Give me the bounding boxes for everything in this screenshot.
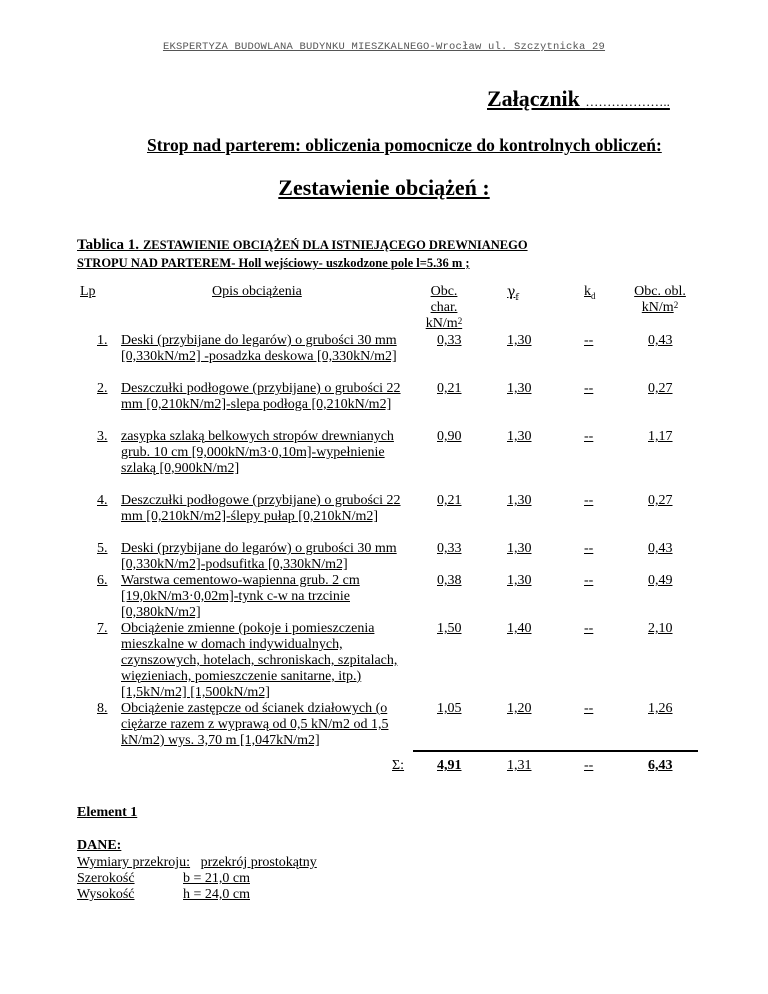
table-title [77, 236, 528, 254]
width-value: b = 21,0 cm [183, 871, 250, 886]
row-kd: -- [584, 381, 594, 396]
height-value: h = 24,0 cm [183, 887, 250, 902]
row-obl: 0,43 [648, 333, 673, 348]
row-char: 0,38 [437, 573, 462, 588]
cross-section-line [77, 855, 317, 871]
attachment-label: Załącznik [487, 86, 580, 111]
height-label: Wysokość [77, 887, 135, 902]
col-header-char-2: char. [430, 300, 458, 315]
row-description-text: Deski (przybijane do legarów) o grubości 30 mm [0,330kN/m2] -posadzka deskowa [0,330kN/m2] [121, 333, 397, 364]
col-header-char-3 [426, 316, 462, 331]
row-char: 1,05 [437, 701, 462, 716]
row-gf: 1,30 [507, 573, 532, 588]
row-description [121, 429, 416, 477]
col-header-char [414, 284, 474, 332]
sum-divider [413, 750, 698, 752]
sum-label: Σ: [392, 758, 405, 773]
row-lp: 2. [97, 381, 108, 396]
row-obl: 1,17 [648, 429, 673, 444]
row-gf: 1,30 [507, 429, 532, 444]
row-char: 0,21 [437, 381, 462, 396]
row-lp: 3. [97, 429, 108, 444]
height-line [77, 887, 250, 903]
row-obl: 0,27 [648, 493, 673, 508]
row-description [121, 493, 416, 525]
gamma-sub: f [515, 292, 519, 303]
data-title: DANE: [77, 838, 122, 853]
row-description [121, 621, 416, 701]
cross-section-value: przekrój prostokątny [200, 855, 317, 870]
row-obl: 1,26 [648, 701, 673, 716]
row-description-text: Deszczułki podłogowe (przybijane) o grubości 22 mm [0,210kN/m2]-slepa podłoga [0,210kN/m2] [121, 381, 401, 412]
row-description [121, 573, 416, 621]
page-header: EKSPERTYZA BUDOWLANA BUDYNKU MIESZKALNEGO-Wrocław ul. Szczytnicka 29 [162, 41, 606, 53]
row-kd: -- [584, 573, 594, 588]
col-header-description: Opis obciążenia [212, 284, 302, 299]
attachment-dots: ……………….. [585, 94, 670, 109]
row-gf: 1,20 [507, 701, 532, 716]
attachment-title [487, 86, 670, 112]
row-gf: 1,30 [507, 333, 532, 348]
width-line [77, 871, 250, 887]
width-label: Szerokość [77, 871, 135, 886]
row-lp: 7. [97, 621, 108, 636]
table-title-caption: ZESTAWIENIE OBCIĄŻEŃ DLA ISTNIEJĄCEGO DREWNIANEGO [142, 238, 528, 252]
sum-char: 4,91 [437, 758, 462, 773]
col-header-char-1: Obc. [430, 284, 458, 299]
row-obl: 0,43 [648, 541, 673, 556]
col-header-lp: Lp [80, 284, 96, 299]
row-obl: 2,10 [648, 621, 673, 636]
row-description-text: Deski (przybijane do legarów) o grubości 30 mm [0,330kN/m2]-podsufitka [0,330kN/m2] [121, 541, 397, 572]
row-char: 0,33 [437, 333, 462, 348]
loads-heading: Zestawienie obciążeń : [278, 175, 490, 200]
row-char: 0,90 [437, 429, 462, 444]
row-kd: -- [584, 493, 594, 508]
col-header-gamma-f [507, 284, 519, 303]
row-description [121, 381, 416, 413]
cross-section-label: Wymiary przekroju: [77, 855, 191, 870]
row-kd: -- [584, 333, 594, 348]
row-lp: 4. [97, 493, 108, 508]
row-kd: -- [584, 429, 594, 444]
sum-obl: 6,43 [648, 758, 673, 773]
row-description-text: Obciążenie zmienne (pokoje i pomieszczenia mieszkalne w domach indywidualnych, czynszowych, hotelach, schroniskach, szpitalach, więzieniach, pomieszczenie sanitarne, itp.) [1,5kN/m2] [1,500kN/m2] [121, 621, 398, 700]
table-subtitle: STROPU NAD PARTEREM- Holl wejściowy- uszkodzone pole l=5.36 m ; [77, 256, 470, 270]
row-description [121, 333, 416, 365]
row-obl: 0,49 [648, 573, 673, 588]
col-header-obl [620, 284, 700, 316]
row-gf: 1,40 [507, 621, 532, 636]
row-char: 1,50 [437, 621, 462, 636]
row-gf: 1,30 [507, 381, 532, 396]
row-gf: 1,30 [507, 541, 532, 556]
col-header-kd [584, 284, 596, 301]
row-description [121, 541, 416, 573]
col-header-obl-1: Obc. obl. [634, 284, 686, 299]
row-char: 0,33 [437, 541, 462, 556]
row-kd: -- [584, 621, 594, 636]
row-gf: 1,30 [507, 493, 532, 508]
row-lp: 5. [97, 541, 108, 556]
row-description-text: Obciążenie zastępcze od ścianek działowych (o ciężarze razem z wyprawą od 0,5 kN/m2 od 1,5 kN/m2) wys. 3,70 m [1,047kN/m2] [121, 701, 389, 748]
row-kd: -- [584, 701, 594, 716]
gamma-symbol: γ [507, 284, 516, 300]
col-header-char-unit: kN/m [425, 316, 458, 331]
row-lp: 1. [97, 333, 108, 348]
kd-sub: d [591, 290, 596, 301]
row-lp: 8. [97, 701, 108, 716]
row-char: 0,21 [437, 493, 462, 508]
sum-gf: 1,31 [507, 758, 532, 773]
col-header-char-sup: 2 [457, 316, 463, 326]
kd-symbol: k [584, 284, 591, 299]
section-heading: Strop nad parterem: obliczenia pomocnicze do kontrolnych obliczeń: [147, 135, 662, 155]
row-description [121, 701, 416, 749]
row-description-text: Warstwa cementowo-wapienna grub. 2 cm [19,0kN/m3·0,02m]-tynk c-w na trzcinie [0,380kN/m2] [121, 573, 360, 620]
table-title-prefix: Tablica 1. [77, 237, 139, 253]
row-description-text: zasypka szlaką belkowych stropów drewnianych grub. 10 cm [9,000kN/m3·0,10m]-wypełnienie szlaką [0,900kN/m2] [121, 429, 394, 476]
col-header-obl-unit: kN/m [641, 300, 674, 315]
row-lp: 6. [97, 573, 108, 588]
row-obl: 0,27 [648, 381, 673, 396]
row-kd: -- [584, 541, 594, 556]
element-title: Element 1 [77, 805, 138, 820]
sum-kd: -- [584, 758, 594, 773]
col-header-obl-sup: 2 [673, 300, 679, 310]
row-description-text: Deszczułki podłogowe (przybijane) o grubości 22 mm [0,210kN/m2]-ślepy pułap [0,210kN/m2] [121, 493, 401, 524]
